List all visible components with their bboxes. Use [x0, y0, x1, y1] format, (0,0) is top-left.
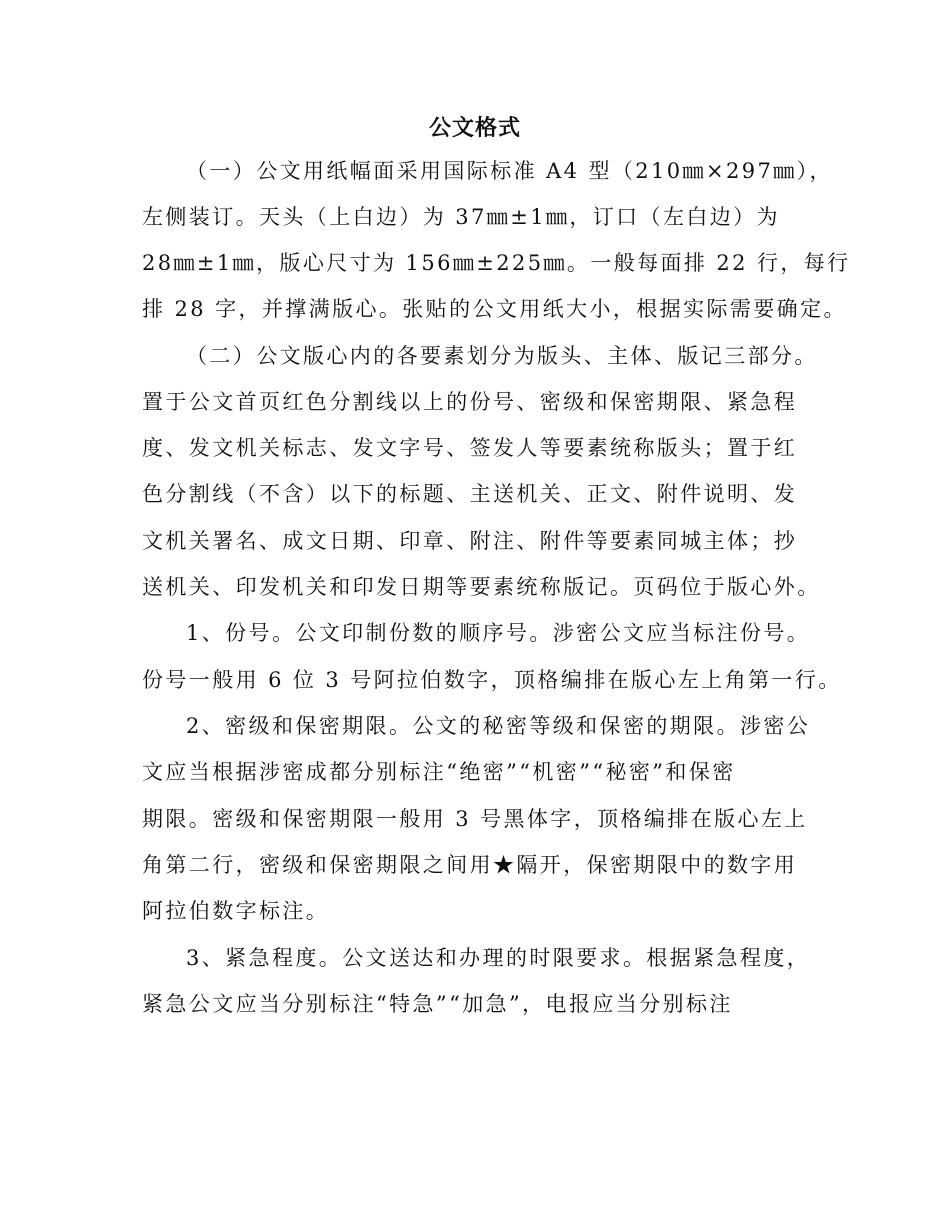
paragraph-line: 置于公文首页红色分割线以上的份号、密级和保密期限、紧急程	[142, 390, 798, 414]
paragraph-line: 度、发文机关标志、发文字号、签发人等要素统称版头；置于红	[142, 436, 798, 460]
paragraph-line: 3、紧急程度。公文送达和办理的时限要求。根据紧急程度，	[186, 946, 811, 970]
paragraph-line: 送机关、印发机关和印发日期等要素统称版记。页码位于版心外。	[142, 575, 821, 599]
paragraph-line: 2、密级和保密期限。公文的秘密等级和保密的期限。涉密公	[186, 714, 811, 738]
paragraph-line: 角第二行，密级和保密期限之间用★隔开，保密期限中的数字用	[142, 853, 798, 877]
paragraph-line: 排 28 字，并撑满版心。张贴的公文用纸大小，根据实际需要确定。	[142, 297, 847, 321]
paragraph-line: 期限。密级和保密期限一般用 3 号黑体字，顶格编排在版心左上	[142, 807, 808, 831]
paragraph-line: 文机关署名、成文日期、印章、附注、附件等要素同城主体；抄	[142, 529, 798, 553]
paragraph-line: （一）公文用纸幅面采用国际标准 A4 型（210㎜×297㎜），	[186, 159, 833, 183]
paragraph-line: 紧急公文应当分别标注“特急”“加急”，电报应当分别标注	[142, 992, 733, 1016]
paragraph-line: 28㎜±1㎜，版心尺寸为 156㎜±225㎜。一般每面排 22 行，每行	[142, 251, 851, 275]
paragraph-line: 色分割线（不含）以下的标题、主送机关、正文、附件说明、发	[142, 482, 798, 506]
paragraph-line: 阿拉伯数字标注。	[142, 899, 330, 923]
paragraph-line: 1、份号。公文印制份数的顺序号。涉密公文应当标注份号。	[186, 621, 811, 645]
paragraph-line: 文应当根据涉密成都分别标注“绝密”“机密”“秘密”和保密	[142, 760, 736, 784]
paragraph-line: 左侧装订。天头（上白边）为 37㎜±1㎜，订口（左白边）为	[142, 205, 780, 229]
paragraph-line: 份号一般用 6 位 3 号阿拉伯数字，顶格编排在版心左上角第一行。	[142, 668, 842, 692]
paragraph-line: （二）公文版心内的各要素划分为版头、主体、版记三部分。	[186, 344, 818, 368]
document-title: 公文格式	[428, 116, 521, 141]
